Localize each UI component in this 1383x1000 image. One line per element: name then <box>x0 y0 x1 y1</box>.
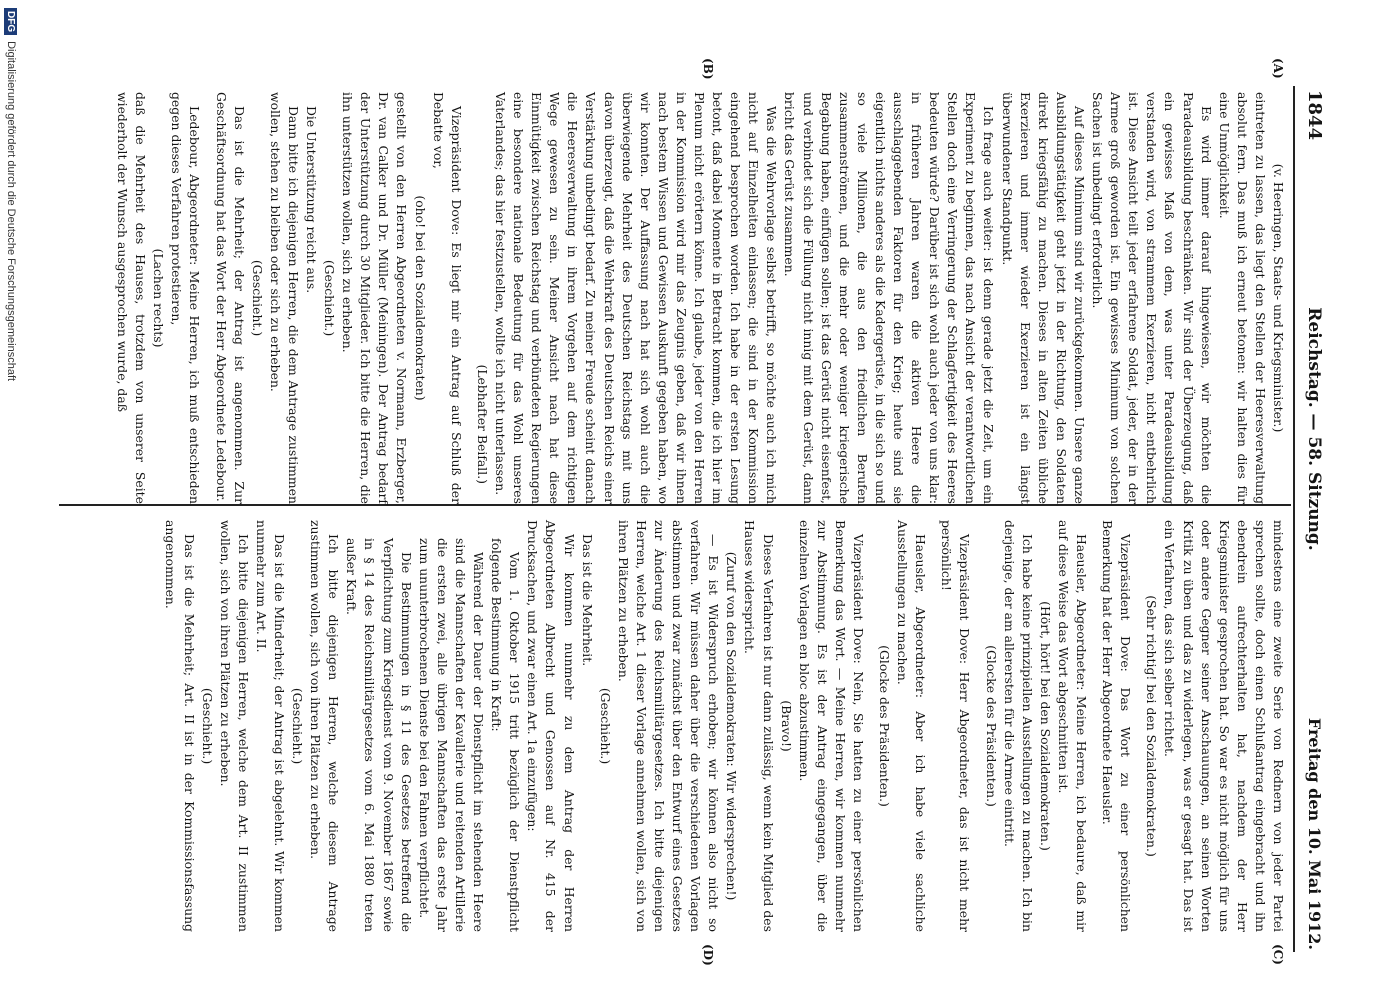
paragraph: eintreten zu lassen, das liegt den Stellen der Heeresverwaltung absolut fern. Das muß ich erneut betonen: wir halten dies für eine Unmöglichkeit. <box>1216 92 1268 504</box>
header-rule <box>1293 86 1295 952</box>
header-title: Reichstag. — 58. Sitzung. <box>1304 307 1324 551</box>
column-divider <box>59 504 1291 506</box>
reaction: (Glocke des Präsidenten.) <box>877 645 893 807</box>
margin-mark-a: (A) <box>1271 58 1285 79</box>
paragraph: Vizepräsident Dove: Nein, Sie hatten zu einer persönlichen Bemerkung das Wort. — Meine Herren, wir kommen nunmehr zur Abstimmung. Es ist der Antrag eingegangen, über die einzelnen Vorlagen en bloc abzustimmen. <box>796 520 867 932</box>
reaction: (Zuruf von den Sozialdemokraten: Wir widersprechen!) <box>724 551 740 901</box>
paragraph: Auf dieses Minimum sind wir zurückgekommen. Unsere ganze Ausbildungstätigkeit geht jetzt in der Richtung, den Soldaten direkt kriegsfähig zu machen. Dieses in alten Zeiten übliche Exerzieren und immer wieder Exerzieren ist ein längst überwundener Standpunkt. <box>999 92 1087 504</box>
paragraph: Es wird immer darauf hingewiesen, wir möchten die Paradeausbildung beschränken. Wir sind der Überzeugung, daß ein gewisses Maß von dem, was unter Paradeausbildung verstanden wird, von strammem Exerzieren, nicht entbehrlich ist. Diese Ansicht teilt jeder erfahrene Soldat, jeder, der in der Armee groß geworden ist. Ein gewisses Minimum von solchen Sachen ist unbedingt erforderlich. <box>1090 92 1214 504</box>
paragraph: Vizepräsident Dove: Es liegt mir ein Antrag auf Schluß der Debatte vor, <box>430 92 464 504</box>
paragraph: daß die Mehrheit des Hauses, trotzdem von unserer Seite wiederholt der Wunsch ausgesprochen wurde, daß <box>115 92 149 504</box>
paragraph: Das ist die Mehrheit; Art. II ist in der Kommissionsfassung angenommen. <box>163 520 197 932</box>
quoted-provision: Die Bestimmungen in § 11 des Gesetzes betreffend die Verpflichtung zum Kriegsdienst vom 9. November 1867 sowie in § 14 des Reichsmilitärgesetzes vom 6. Mai 1880 treten außer Kraft. <box>344 538 414 932</box>
reaction: (Sehr richtig! bei den Sozialdemokraten.) <box>1144 595 1160 857</box>
reaction: (Geschieht.) <box>249 259 265 337</box>
paragraph: — Es ist Widerspruch erhoben; wir können also nicht so verfahren. Wir müssen daher über die verschiedenen Vorlagen abstimmen und zwar zunächst über den Entwurf eines Gesetzes zur Änderung des Reichsmilitärgesetzes. Ich bitte diejenigen Herren, welche Art. 1 dieser Vorlage annehmen wollen, sich von ihren Plätzen zu erheben. <box>615 520 722 932</box>
reaction: (Geschieht.) <box>199 687 215 765</box>
reaction: (Lachen rechts) <box>151 248 167 348</box>
reaction: (Hört, hört! bei den Sozialdemokraten.) <box>1037 601 1053 851</box>
margin-mark-b: (B) <box>701 58 715 80</box>
paragraph: Ich habe keine prinzipiellen Ausstellungen zu machen. Ich bin derjenige, der am allerersten für die Armee eintritt. <box>1001 520 1035 932</box>
reaction: (Geschieht.) <box>597 687 613 765</box>
reaction: (Geschieht.) <box>290 687 306 765</box>
paragraph: Das ist die Mehrheit; der Antrag ist angenommen. Zur Geschäftsordnung hat das Wort der Herr Abgeordnete Ledebour. <box>213 92 247 504</box>
right-column <box>161 520 1287 932</box>
quoted-provision: Vom 1. Oktober 1915 tritt bezüglich der Dienstpflicht folgende Bestimmung in Kraft: <box>489 538 523 932</box>
paragraph: Das ist die Minderheit; der Antrag ist abgelehnt. Wir kommen nunmehr zum Art. II. <box>253 520 288 932</box>
page-header <box>1297 90 1325 950</box>
reaction: (Lebhafter Beifall.) <box>474 364 490 484</box>
reaction: (Glocke des Präsidenten.) <box>983 645 999 807</box>
paragraph: Haeusler, Abgeordneter: Aber ich habe viele sachliche Ausstellungen zu machen. <box>895 520 929 932</box>
footer-text: Digitalisierung gefördert durch die Deutsche Forschungsgemeinschaft <box>5 41 17 382</box>
page-number: 1844 <box>1304 90 1325 141</box>
paragraph: gestellt von den Herren Abgeordneten v. Normann, Erzberger, Dr. van Calker und Dr. Müller (Meiningen). Der Antrag bedarf der Unterstützung durch 30 Mitglieder. Ich bitte die Herren, die ihn unterstützen wollen, sich zu erheben. <box>340 92 410 504</box>
header-date: Freitag den 10. Mai 1912. <box>1305 717 1324 950</box>
paragraph: Dann bitte ich diejenigen Herren, die dem Antrage zustimmen wollen, stehen zu bleiben oder sich zu erheben. <box>267 92 301 504</box>
quoted-provision: Während der Dauer der Dienstpflicht im stehenden Heere sind die Mannschaften der Kavallerie und reitenden Artillerie die ersten zwei, alle übrigen Mannschaften das erste Jahr zum ununterbrochenen Dienste bei den Fahnen verpflichtet. <box>416 538 487 932</box>
paragraph: Die Unterstützung reicht aus. <box>304 106 320 294</box>
margin-mark-d: (D) <box>701 944 715 966</box>
margin-mark-c: (C) <box>1271 944 1285 965</box>
paragraph: Was die Wehrvorlage selbst betrifft, so möchte auch ich mich nicht auf Einzelheiten einlassen; die sind in der Kommission eingehend besprochen worden. Ich habe in der ersten Lesung betont, daß dabei Momente in Betracht kommen, die ich hier im Plenum nicht erörtern könne. Ich glaube, jeder von den Herren in der Kommission wird mir das Zeugnis geben, daß wir ihnen nach bestem Wissen und Gewissen Auskunft gegeben haben, wo wir konnten. Der Auffassung nach hat sich wohl auch die überwiegende Mehrheit des Deutschen Reichstags mit uns davon überzeugt, daß die Wehrkraft des Deutschen Reichs einer Verstärkung unbedingt bedarf. Zu meiner Freude scheint danach die Heeresverwaltung in ihrem Vorgehen auf dem richtigen Wege gewesen zu sein. Meiner Ansicht nach hat diese Einmütigkeit zwischen Reichstag und verbündeten Regierungen eine besondere nationale Bedeutung für das Wohl unseres Vaterlandes; das hier festzustellen, wollte ich nicht unterlassen. <box>492 92 780 504</box>
paragraph: Wir kommen nunmehr zu dem Antrag der Herren Abgeordneten Albrecht und Genossen auf Nr. 415 der Drucksachen, und zwar einen Art. 1a einzufügen: <box>525 520 577 932</box>
reaction: (oho! bei den Sozialdemokraten) <box>412 195 428 401</box>
digitization-footer <box>1 0 21 1000</box>
paragraph: Dieses Verfahren ist nur dann zulässig, wenn kein Mitglied des Hauses widerspricht. <box>742 520 776 932</box>
paragraph: Das ist die Mehrheit. <box>579 534 595 667</box>
left-column <box>113 92 1287 504</box>
paragraph: Ledebour, Abgeordneter: Meine Herren, ich muß entschieden gegen dieses Verfahren protestieren, <box>169 92 203 504</box>
speaker-attribution: (v. Heeringen, Staats- und Kriegsminister.) <box>1271 163 1286 433</box>
paragraph: Haeusler, Abgeordneter: Meine Herren, ich bedaure, daß mir auf diese Weise das Wort abgeschnitten ist. <box>1055 520 1090 932</box>
dfg-logo: DFG <box>5 8 18 35</box>
paragraph: Vizepräsident Dove: Das Wort zu einer persönlichen Bemerkung hat der Herr Abgeordnete Haeusler. <box>1100 520 1134 932</box>
paragraph: Vizepräsident Dove: Herr Abgeordneter, das ist nicht mehr persönlich! <box>939 520 973 932</box>
reaction: (Geschieht.) <box>322 259 338 337</box>
paragraph: Ich bitte diejenigen Herren, welche diesem Antrage zustimmen wollen, sich von ihren Plätzen zu erheben. <box>308 520 342 932</box>
paragraph: Ich frage auch weiter: ist denn gerade jetzt die Zeit, um ein Experiment zu beginnen, das nach Ansicht der verantwortlichen Stellen doch eine Verringerung der Schlagfertigkeit des Heeres bedeuten würde? Darüber ist sich wohl auch jeder von uns klar: in früheren Jahren waren die aktiven Heere die ausschlaggebenden Faktoren für den Krieg; heute sind sie eigentlich nichts anderes als die Kadergerüste, in die sich so und so viele Millionen, die aus den friedlichen Berufen zusammenströmen, und die mehr oder weniger kriegerische Begabung haben, einfügen sollen; ist das Gerüst nicht eisenfest, und verbindet sich die Füllung nicht innig mit dem Gerüst, dann bricht das Gerüst zusammen. <box>782 92 997 504</box>
paragraph: mindestens eine zweite Serie von Rednern von jeder Partei sprechen sollte, doch einen Schlußantrag eingebracht und ihn ebendrein aufrechterhalten hat, nachdem der Herr Kriegsminister gesprochen hat. So war es nicht möglich für uns oder andere Gegner seiner Anschauungen, an seinen Worten Kritik zu üben und das zu widerlegen, was er gesagt hat. Das ist ein Verfahren, das sich selber richtet. <box>1162 520 1286 932</box>
reaction: (Bravo!) <box>778 700 794 752</box>
paragraph: Ich bitte diejenigen Herren, welche dem Art. II zustimmen wollen, sich von ihren Plätzen zu erheben. <box>217 520 251 932</box>
